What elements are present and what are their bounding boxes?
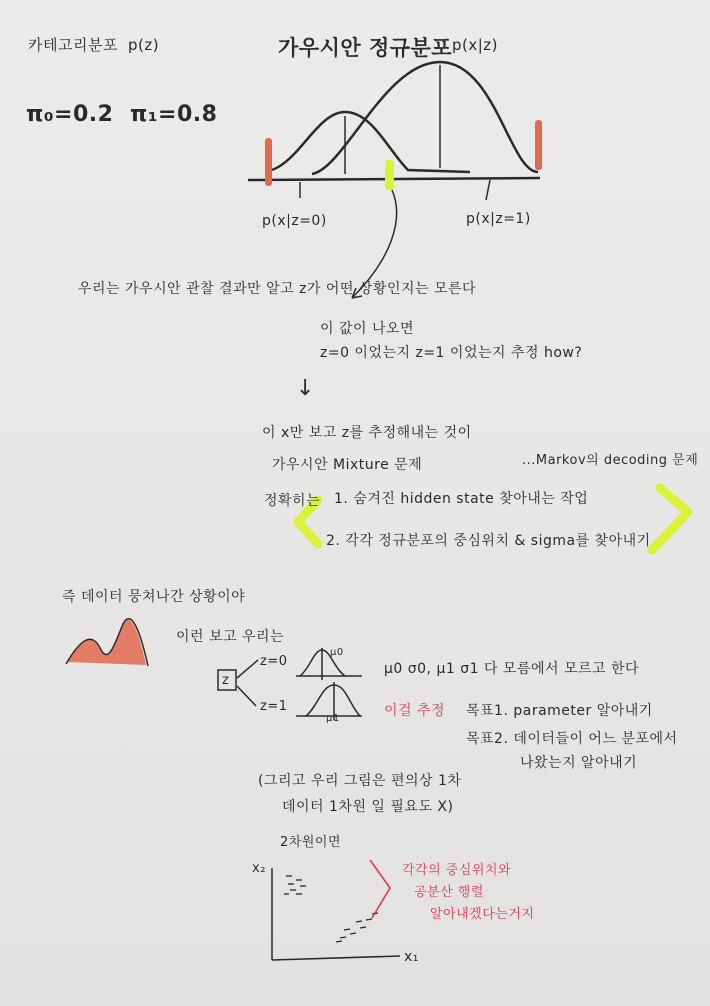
mu1-label: μ1 <box>326 713 340 724</box>
section2-intro: 즉 데이터 뭉쳐나간 상황이야 <box>62 589 246 605</box>
note-line2: 이 값이 나오면 <box>320 321 415 337</box>
goal1: 목표1. parameter 알아내기 <box>466 703 653 719</box>
red-note1: 각각의 중심위치와 <box>402 863 512 878</box>
red-bracket <box>370 860 390 918</box>
scatter-cluster-1 <box>284 876 306 894</box>
tree-branch-top <box>237 660 258 678</box>
two-d-label: 2차원이면 <box>280 835 342 850</box>
tick-z1 <box>486 180 490 200</box>
note-item1: 1. 숨겨진 hidden state 찾아내는 작업 <box>334 491 589 507</box>
gaussian-curve-z1 <box>312 62 538 174</box>
left-title: 카테고리분포 <box>28 36 118 54</box>
highlight-bracket-right <box>652 488 688 550</box>
tree-root-label: z <box>222 673 230 688</box>
tree-z1-label: z=1 <box>260 699 288 714</box>
note-line4: 이 x만 보고 z를 추정해내는 것이 <box>262 425 472 441</box>
scatter-x-axis <box>272 956 400 960</box>
main-formula: p(x|z) <box>452 36 499 54</box>
mixture-fill <box>68 620 146 665</box>
paren-line1: (그리고 우리 그림은 편의상 1차 <box>258 773 462 789</box>
x-axis-label: x₁ <box>404 949 419 965</box>
estimate-label: 이걸 추정 <box>384 703 446 719</box>
mini-gauss-bottom <box>306 685 360 716</box>
goal2a: 목표2. 데이터들이 어느 분포에서 <box>466 731 678 747</box>
main-title: 가우시안 정규분포 <box>278 36 453 60</box>
red-note3: 알아내겠다는거지 <box>430 907 535 922</box>
mu0-label: μ0 <box>330 647 344 658</box>
highlight-mark-x <box>385 160 394 190</box>
red-note2: 공분산 행렬 <box>414 885 484 900</box>
note-line6-prefix: 정확히는 <box>264 493 321 509</box>
left-formula: p(z) <box>128 36 160 54</box>
orange-mark-right <box>535 120 542 170</box>
label-z0: p(x|z=0) <box>262 213 327 229</box>
goal2b: 나왔는지 알아내기 <box>520 755 638 771</box>
paren-line2: 데이터 1차원 일 필요도 X) <box>282 799 454 815</box>
see-label: 이런 보고 우리는 <box>176 629 285 645</box>
pi0-value: π₀=0.2 <box>26 102 114 127</box>
note-line5: 가우시안 Mixture 문제 <box>272 457 423 473</box>
tree-branch-bottom <box>237 686 256 706</box>
tree-z0-label: z=0 <box>260 654 288 669</box>
note-item2: 2. 각각 정규분포의 중심위치 & sigma를 찾아내기 <box>326 533 651 549</box>
note-line3: z=0 이었는지 z=1 이었는지 추정 how? <box>320 345 583 361</box>
note-line1: 우리는 가우시안 관찰 결과만 알고 z가 어떤 상황인지는 모른다 <box>78 281 477 297</box>
arrow-down: ↓ <box>296 376 315 401</box>
orange-mark-left <box>265 138 272 186</box>
mu-text: μ0 σ0, μ1 σ1 다 모름에서 모르고 한다 <box>384 661 640 677</box>
markov-note: ...Markov의 decoding 문제 <box>522 453 699 468</box>
pi1-value: π₁=0.8 <box>130 102 218 127</box>
y-axis-label: x₂ <box>252 861 266 876</box>
label-z1: p(x|z=1) <box>466 211 531 227</box>
